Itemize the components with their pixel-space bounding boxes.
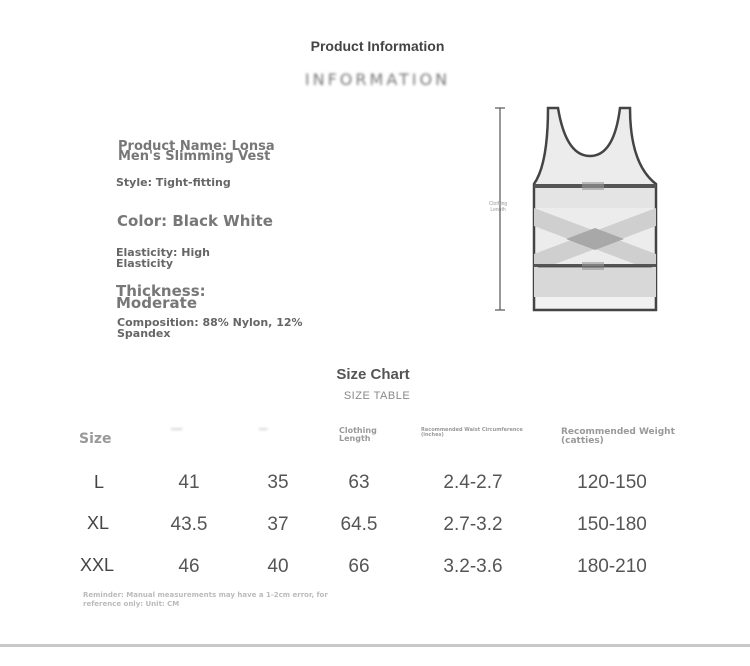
header-weight: Recommended Weight (catties) [561, 427, 675, 446]
page-title: Product Information [310, 38, 445, 54]
row-size: XL [87, 513, 110, 533]
measurement-note: Reminder: Manual measurements may have a 1-2cm error, for reference only: Unit: CM [83, 591, 328, 608]
header-waist: Recommended Waist Circumference (inches) [421, 427, 523, 438]
table-cell: 2.7-3.2 [443, 514, 503, 535]
header-clothing-length: Clothing Length [339, 426, 377, 443]
clothing-length-label: Clothing Length [488, 201, 508, 213]
table-cell: 180-210 [577, 556, 647, 577]
logo-mark [582, 262, 604, 270]
size-chart-title: Size Chart [336, 366, 410, 383]
product-thickness: Thickness: Moderate [116, 282, 206, 312]
table-cell: 46 [178, 556, 200, 577]
header-size: Size [79, 431, 112, 447]
bottom-divider [0, 644, 750, 647]
table-cell: 150-180 [577, 514, 647, 535]
row-size: L [94, 472, 105, 492]
table-cell: 120-150 [577, 472, 647, 493]
header-col2: ▬▬▬ [259, 427, 268, 431]
product-color: Color: Black White [117, 212, 273, 230]
table-cell: 63 [348, 472, 370, 493]
table-cell: 41 [178, 472, 200, 493]
product-style: Style: Tight-fitting [116, 176, 231, 189]
size-chart-subtitle: SIZE TABLE [343, 390, 411, 402]
page-subtitle: INFORMATION [304, 70, 451, 89]
header-col1: ▬▬▬▬ [171, 427, 183, 431]
product-composition: Composition: 88% Nylon, 12% Spandex [117, 316, 303, 340]
table-cell: 43.5 [170, 514, 208, 535]
table-cell: 35 [267, 472, 289, 493]
logo-mark [582, 182, 604, 190]
table-cell: 37 [267, 514, 289, 535]
table-cell: 66 [348, 556, 370, 577]
table-cell: 3.2-3.6 [443, 556, 503, 577]
product-elasticity: Elasticity: High Elasticity [116, 246, 210, 270]
row-size: XXL [80, 555, 115, 575]
table-cell: 64.5 [340, 514, 378, 535]
table-cell: 2.4-2.7 [443, 472, 503, 493]
product-name: Product Name: Lonsa Men's Slimming Vest [118, 139, 275, 164]
table-cell: 40 [267, 556, 289, 577]
